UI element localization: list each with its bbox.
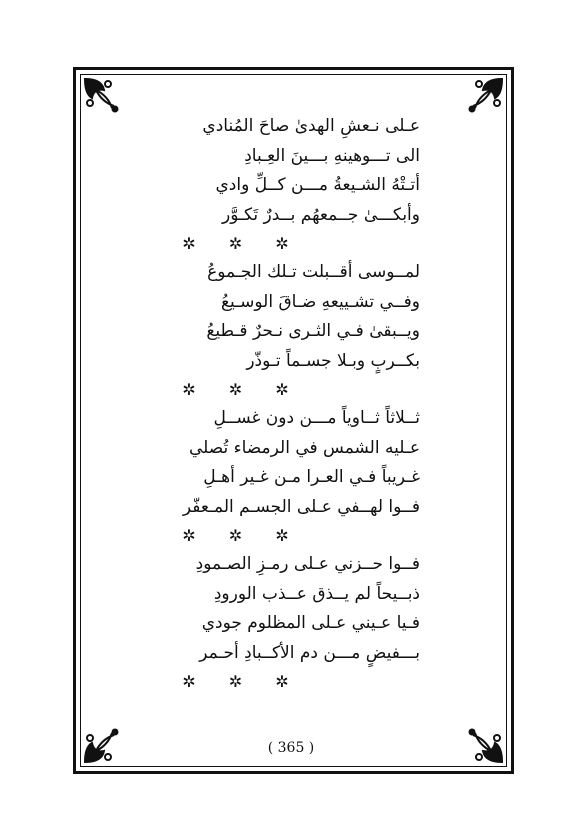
verse-line: بكــربٍ وبـلا جسـماً تـوذّر <box>246 350 420 371</box>
corner-ornament-icon <box>465 76 505 116</box>
stanza-separator-stars-icon: ✲ ✲ ✲ <box>182 380 303 399</box>
verse-line: فــوا لهــفي عـلى الجسـم المـعفّر <box>182 496 420 517</box>
verse-line: لمــوسى أقــبلت تـلك الجـموعُ <box>207 262 420 282</box>
verse-line: وفــي تشـييعهِ ضـاقَ الوسـيعُ <box>220 291 420 312</box>
stanza-separator-stars-icon: ✲ ✲ ✲ <box>182 234 303 253</box>
verse-line: ويــبقىٰ فـي الثـرى نـحرٌ قـطيعُ <box>206 321 420 341</box>
verse-line: عـلى نـعشِ الهدىٰ صاحَ المُنادي <box>202 116 420 136</box>
corner-ornament-icon <box>82 76 122 116</box>
verse-line: ذبــيحاً لم يــذق عــذب الورودِ <box>213 583 420 604</box>
stanza-separator-stars-icon: ✲ ✲ ✲ <box>182 672 303 691</box>
verse-line: الى تـــوهينهِ بـــينَ العِـبادِ <box>244 145 420 166</box>
verse-line: ثــلاثاً ثــاوياً مـــن دون غســلِ <box>213 408 420 428</box>
verse-line: فــوا حــزني عـلى رمـزِ الصـمودِ <box>195 554 420 574</box>
verse-line: فـيا عـيني عـلى المظلوم جودي <box>201 613 420 633</box>
verse-line: وأبكـــىٰ جــمعهُم بــدرٌ تَكـوَّر <box>222 204 420 225</box>
stanza <box>120 404 420 550</box>
stanza <box>120 112 420 258</box>
stanza-separator-stars-icon: ✲ ✲ ✲ <box>182 526 303 545</box>
verse-line: بـــفيضٍ مـــن دم الأكــبادِ أحـمر <box>199 642 420 663</box>
verse-line: أتـتْهُ الشـيعةُ مـــن كــلِّ وادي <box>215 175 420 195</box>
verse-line: غـريباً فـي العـرا مـن غـير أهـلِ <box>203 467 420 487</box>
page-number: ( 365 ) <box>267 740 315 756</box>
verse-line: عـليه الشمس في الرمضاء تُصلي <box>188 437 420 458</box>
poem-body <box>120 112 420 696</box>
stanza <box>120 258 420 404</box>
stanza <box>120 550 420 696</box>
